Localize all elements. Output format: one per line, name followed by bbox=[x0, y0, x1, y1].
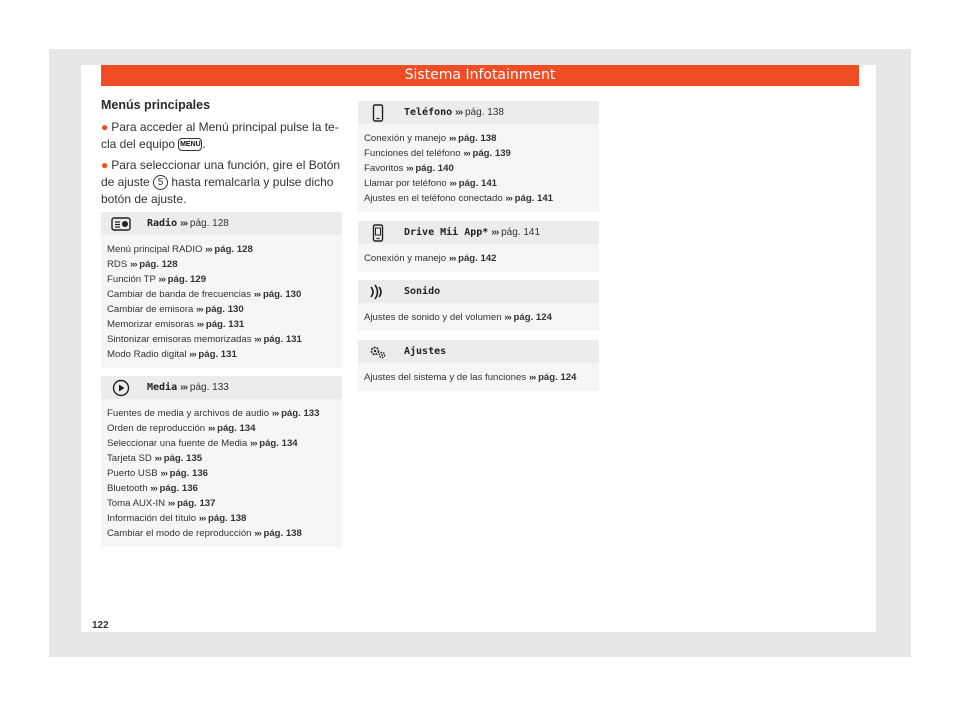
box-name: Radio bbox=[147, 218, 178, 229]
item-page-ref[interactable]: pág. 136 bbox=[169, 468, 209, 479]
drive-mii-box bbox=[358, 221, 599, 272]
arrow-glyph: ››› bbox=[160, 468, 167, 479]
item-text: Seleccionar una fuente de Media bbox=[107, 438, 248, 449]
item-text: Modo Radio digital bbox=[107, 349, 187, 360]
arrow-glyph: ››› bbox=[528, 372, 536, 383]
list-item[interactable] bbox=[107, 272, 336, 287]
item-text: Llamar por teléfono bbox=[364, 178, 447, 189]
arrow-glyph: ››› bbox=[129, 259, 137, 270]
instruction-bullet-2: ● Para seleccionar una función, gire el Botón de ajuste 5 hasta remalcarla y pulse dicho botón de ajuste. bbox=[101, 158, 341, 206]
box-name: Media bbox=[147, 382, 178, 393]
list-item[interactable] bbox=[364, 161, 593, 176]
box-body bbox=[101, 235, 342, 368]
telefono-box-header bbox=[358, 101, 599, 124]
sonido-box bbox=[358, 280, 599, 331]
arrow-glyph: ››› bbox=[189, 349, 196, 360]
list-item[interactable] bbox=[107, 257, 336, 272]
list-item[interactable] bbox=[107, 406, 336, 421]
item-text: Funciones del teléfono bbox=[364, 148, 461, 159]
item-text: Memorizar emisoras bbox=[107, 319, 194, 330]
item-text: Orden de reproducción bbox=[107, 423, 206, 434]
list-item[interactable] bbox=[107, 511, 336, 526]
list-item[interactable] bbox=[107, 526, 336, 541]
box-name: Sonido bbox=[404, 286, 441, 297]
list-item[interactable] bbox=[364, 251, 593, 266]
box-body bbox=[358, 363, 599, 391]
media-box bbox=[101, 376, 342, 547]
item-text: Menú principal RADIO bbox=[107, 244, 203, 255]
radio-box-header bbox=[101, 212, 342, 235]
item-text: RDS bbox=[107, 259, 128, 270]
list-item[interactable] bbox=[107, 481, 336, 496]
item-page-ref[interactable]: pág. 138 bbox=[263, 528, 302, 539]
list-item[interactable] bbox=[107, 496, 336, 511]
item-page-ref[interactable]: pág. 130 bbox=[262, 289, 302, 300]
arrow-glyph: ››› bbox=[205, 244, 212, 255]
box-name: Drive Mii App* bbox=[404, 227, 489, 238]
arrow-glyph: ››› bbox=[448, 133, 456, 144]
arrow-glyph: ››› bbox=[150, 483, 157, 494]
arrow-glyph: ››› bbox=[463, 148, 470, 159]
box-ref[interactable]: ››› pág. 128 bbox=[180, 218, 229, 229]
item-page-ref[interactable]: pág. 131 bbox=[205, 319, 245, 330]
list-item[interactable] bbox=[107, 436, 336, 451]
page-number: 122 bbox=[92, 620, 109, 631]
item-text: Cambiar de emisora bbox=[107, 304, 194, 315]
ajustes-box-header bbox=[358, 340, 599, 363]
arrow-glyph: ››› bbox=[448, 253, 456, 264]
list-item[interactable] bbox=[364, 146, 593, 161]
item-page-ref[interactable]: pág. 131 bbox=[198, 349, 237, 360]
box-body bbox=[358, 124, 599, 212]
item-page-ref[interactable]: pág. 134 bbox=[217, 423, 256, 434]
list-item[interactable] bbox=[107, 466, 336, 481]
sonido-box-header bbox=[358, 280, 599, 303]
item-page-ref[interactable]: pág. 131 bbox=[263, 334, 302, 345]
item-text: Cambiar de banda de frecuencias bbox=[107, 289, 251, 300]
box-ref[interactable]: ››› pág. 141 bbox=[491, 227, 541, 238]
box-body bbox=[358, 244, 599, 272]
section-title: Menús principales bbox=[101, 98, 211, 112]
list-item[interactable] bbox=[107, 421, 336, 436]
list-item[interactable] bbox=[364, 176, 593, 191]
item-text: Ajustes del sistema y de las funciones bbox=[364, 372, 527, 383]
arrow-glyph: ››› bbox=[253, 289, 261, 300]
arrow-glyph: ››› bbox=[406, 163, 413, 174]
arrow-glyph: ››› bbox=[167, 498, 175, 509]
callout-number: 5 bbox=[153, 175, 168, 190]
item-page-ref[interactable]: pág. 141 bbox=[514, 193, 554, 204]
play-icon bbox=[101, 376, 141, 399]
item-page-ref[interactable]: pág. 128 bbox=[214, 244, 253, 255]
item-page-ref[interactable]: pág. 134 bbox=[259, 438, 298, 449]
item-text: Información del título bbox=[107, 513, 197, 524]
bullet-dot: ● bbox=[101, 120, 109, 134]
item-page-ref[interactable]: pág. 124 bbox=[513, 312, 552, 323]
arrow-glyph: ››› bbox=[505, 193, 512, 204]
gears-icon bbox=[358, 340, 398, 363]
item-text: Conexión y manejo bbox=[364, 133, 447, 144]
list-item[interactable] bbox=[364, 131, 593, 146]
item-text: Puerto USB bbox=[107, 468, 158, 479]
item-text: Favoritos bbox=[364, 163, 404, 174]
instruction-bullet-1: ● Para acceder al Menú principal pulse la te-cla del equipo MENU . bbox=[101, 120, 339, 151]
item-text: Sintonizar emisoras memorizadas bbox=[107, 334, 252, 345]
item-text: Cambiar el modo de reproducción bbox=[107, 528, 252, 539]
item-page-ref[interactable]: pág. 136 bbox=[159, 483, 198, 494]
item-page-ref[interactable]: pág. 128 bbox=[139, 259, 178, 270]
telefono-box bbox=[358, 101, 599, 212]
drive-mii-box-header bbox=[358, 221, 599, 244]
item-page-ref[interactable]: pág. 141 bbox=[458, 178, 498, 189]
arrow-glyph: ››› bbox=[249, 438, 257, 449]
arrow-glyph: ››› bbox=[207, 423, 215, 434]
item-text: Toma AUX-IN bbox=[107, 498, 166, 509]
list-item[interactable] bbox=[107, 242, 336, 257]
arrow-glyph: ››› bbox=[196, 319, 204, 330]
media-box-header bbox=[101, 376, 342, 399]
item-page-ref[interactable]: pág. 140 bbox=[415, 163, 454, 174]
box-body bbox=[101, 399, 342, 547]
arrow-glyph: ››› bbox=[449, 178, 456, 189]
arrow-glyph: ››› bbox=[254, 334, 261, 345]
item-text: Bluetooth bbox=[107, 483, 148, 494]
main-menus-section bbox=[101, 98, 341, 212]
bullet-dot: ● bbox=[101, 158, 109, 172]
list-item[interactable] bbox=[364, 191, 593, 206]
item-page-ref[interactable]: pág. 129 bbox=[167, 274, 207, 285]
item-text: Tarjeta SD bbox=[107, 453, 152, 464]
smartphone-app-icon bbox=[358, 221, 398, 244]
item-text: Conexión y manejo bbox=[364, 253, 447, 264]
item-page-ref[interactable]: pág. 124 bbox=[538, 372, 577, 383]
list-item[interactable] bbox=[364, 310, 593, 325]
list-item[interactable] bbox=[107, 287, 336, 302]
list-item[interactable] bbox=[107, 317, 336, 332]
item-text: Ajustes de sonido y del volumen bbox=[364, 312, 502, 323]
box-ref[interactable]: ››› pág. 133 bbox=[180, 382, 229, 393]
item-page-ref[interactable]: pág. 138 bbox=[208, 513, 247, 524]
item-page-ref[interactable]: pág. 138 bbox=[458, 133, 497, 144]
list-item[interactable] bbox=[364, 370, 593, 385]
arrow-glyph: ››› bbox=[198, 513, 206, 524]
ajustes-box bbox=[358, 340, 599, 391]
list-item[interactable] bbox=[107, 347, 336, 362]
arrow-glyph: ››› bbox=[504, 312, 511, 323]
arrow-glyph: ››› bbox=[271, 408, 279, 419]
sound-icon bbox=[358, 280, 398, 303]
section-header: Sistema Infotainment bbox=[101, 65, 859, 86]
arrow-glyph: ››› bbox=[158, 274, 165, 285]
box-ref[interactable]: ››› pág. 138 bbox=[455, 107, 504, 118]
item-text: Ajustes en el teléfono conectado bbox=[364, 193, 503, 204]
radio-box bbox=[101, 212, 342, 368]
menu-key-icon: MENU bbox=[178, 138, 202, 151]
item-page-ref[interactable]: pág. 133 bbox=[281, 408, 320, 419]
item-page-ref[interactable]: pág. 139 bbox=[472, 148, 511, 159]
item-text: Fuentes de media y archivos de audio bbox=[107, 408, 270, 419]
radio-icon bbox=[101, 212, 141, 235]
phone-icon bbox=[358, 101, 398, 124]
list-item[interactable] bbox=[107, 451, 336, 466]
list-item[interactable] bbox=[107, 302, 336, 317]
item-page-ref[interactable]: pág. 130 bbox=[205, 304, 244, 315]
arrow-glyph: ››› bbox=[154, 453, 162, 464]
list-item[interactable] bbox=[107, 332, 336, 347]
arrow-glyph: ››› bbox=[254, 528, 261, 539]
item-page-ref[interactable]: pág. 135 bbox=[163, 453, 203, 464]
box-name: Ajustes bbox=[404, 346, 447, 357]
box-body bbox=[358, 303, 599, 331]
item-text: Función TP bbox=[107, 274, 156, 285]
item-page-ref[interactable]: pág. 142 bbox=[458, 253, 497, 264]
box-name: Teléfono bbox=[404, 107, 453, 118]
item-page-ref[interactable]: pág. 137 bbox=[177, 498, 216, 509]
arrow-glyph: ››› bbox=[196, 304, 203, 315]
